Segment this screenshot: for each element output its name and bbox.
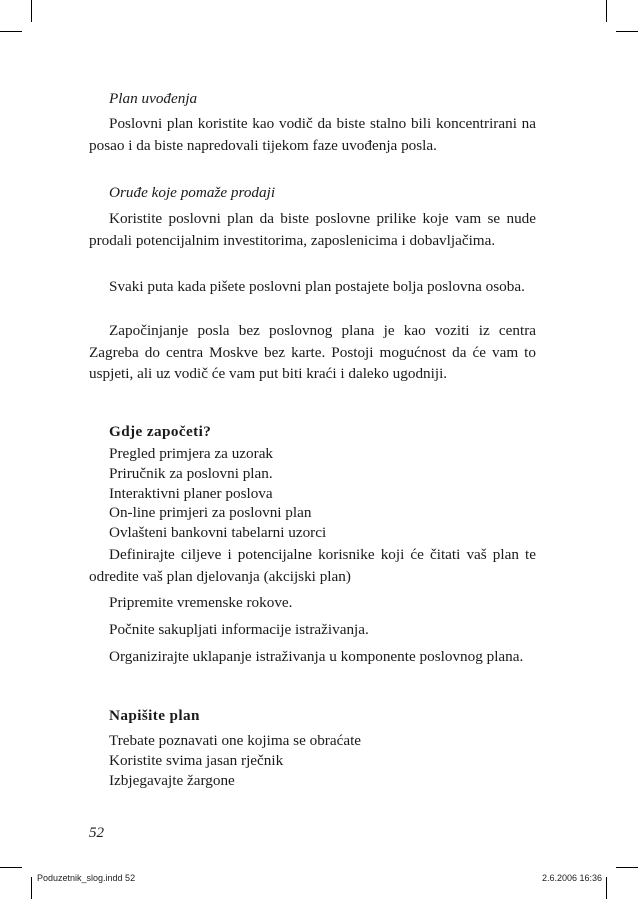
crop-mark-bottom-left-horizontal <box>0 867 22 868</box>
paragraph-orude-1: Koristite poslovni plan da biste poslovne prilike koje vam se nude prodali potencijalnim investitorima, zaposlenicima i dobavljačima. <box>89 210 536 249</box>
paragraph-orude-3: Započinjanje posla bez poslovnog plana je kao voziti iz centra Zagreba do centra Moskve bez karte. Postoji mogućnost da će vam to uspjeti, ali uz vodič će vam put biti kraći i daleko ugodniji. <box>89 322 536 383</box>
paragraph-gdje-2: Pripremite vremenske rokove. <box>109 594 293 611</box>
paragraph-plan-uvodenja: Poslovni plan koristite kao vodič da biste stalno bili koncentrirani na posao i da biste napredovali tijekom faze uvođenja posla. <box>89 115 536 154</box>
list-napisite-plan <box>109 731 361 790</box>
heading-gdje-zapoceti: Gdje započeti? <box>109 423 212 440</box>
crop-mark-bottom-right-horizontal <box>616 867 638 868</box>
crop-mark-bottom-right-vertical <box>606 877 607 899</box>
crop-mark-top-left-vertical <box>31 0 32 22</box>
crop-mark-top-right-horizontal <box>616 31 638 32</box>
crop-mark-top-left-horizontal <box>0 31 22 32</box>
list-item: Priručnik za poslovni plan. <box>109 464 273 482</box>
list-item: Koristite svima jasan rječnik <box>109 751 284 769</box>
list-gdje-zapoceti <box>109 444 326 543</box>
paragraph-orude-2: Svaki puta kada pišete poslovni plan postajete bolja poslovna osoba. <box>109 278 525 295</box>
heading-plan-uvodenja: Plan uvođenja <box>109 90 198 107</box>
slug-date-time: 2.6.2006 16:36 <box>541 873 602 883</box>
list-item: Interaktivni planer poslova <box>109 484 273 502</box>
crop-mark-top-right-vertical <box>606 0 607 22</box>
paragraph-gdje-4: Organizirajte uklapanje istraživanja u komponente poslovnog plana. <box>109 648 524 665</box>
list-item: Trebate poznavati one kojima se obraćate <box>109 732 362 749</box>
page-number: 52 <box>89 825 104 841</box>
list-item: Izbjegavajte žargone <box>109 771 235 789</box>
list-item: On-line primjeri za poslovni plan <box>109 504 312 522</box>
slug-file-info: Poduzetnik_slog.indd 52 <box>37 873 136 883</box>
heading-napisite-plan: Napišite plan <box>109 707 200 724</box>
list-item: Ovlašteni bankovni tabelarni uzorci <box>109 524 327 542</box>
paragraph-gdje-1: Definirajte ciljeve i potencijalne korisnike koji će čitati vaš plan te odredite vaš plan djelovanja (akcijski plan) <box>89 546 536 585</box>
heading-orude: Oruđe koje pomaže prodaji <box>109 184 276 201</box>
list-item: Pregled primjera za uzorak <box>109 445 274 462</box>
crop-mark-bottom-left-vertical <box>31 877 32 899</box>
paragraph-gdje-3: Počnite sakupljati informacije istraživanja. <box>109 621 369 638</box>
